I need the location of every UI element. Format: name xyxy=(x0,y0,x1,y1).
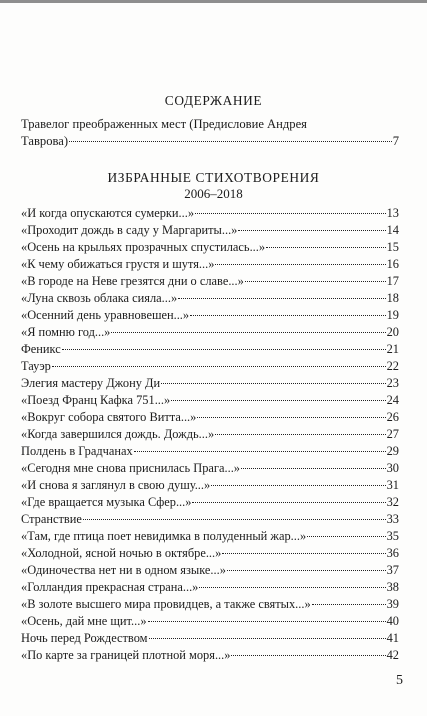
toc-entry-title: «И когда опускаются сумерки...» xyxy=(21,206,195,220)
toc-entry-page: 39 xyxy=(386,597,399,611)
toc-entry-title: «Холодной, ясной ночью в октябре...» xyxy=(21,546,222,560)
toc-entry-title: «По карте за границей плотной моря...» xyxy=(21,648,231,662)
toc-entry-page: 21 xyxy=(386,342,399,356)
toc-entry xyxy=(21,324,399,341)
toc-entry xyxy=(21,273,399,290)
toc-entry-title: «В золоте высшего мира провидцев, а также святых...» xyxy=(21,597,311,611)
dot-leader xyxy=(178,298,385,299)
toc-entry-page: 36 xyxy=(386,546,399,560)
toc-entry-page: 41 xyxy=(386,631,399,645)
toc-entry xyxy=(21,307,399,324)
dot-leader xyxy=(312,604,386,605)
dot-leader xyxy=(307,536,385,537)
toc-entry-title: «Когда завершился дождь. Дождь...» xyxy=(21,427,215,441)
toc-entry-page: 22 xyxy=(386,359,399,373)
top-edge-rule xyxy=(0,0,427,3)
toc-entry-title: «Осенний день уравновешен...» xyxy=(21,308,190,322)
toc-entry-title: «И снова я заглянул в свою душу...» xyxy=(21,478,211,492)
preface-entry xyxy=(21,116,399,149)
toc-entry-page: 37 xyxy=(386,563,399,577)
toc-entry xyxy=(21,511,399,528)
toc-entry xyxy=(21,579,399,596)
dot-leader xyxy=(211,485,385,486)
preface-line2 xyxy=(21,133,399,150)
dot-leader xyxy=(62,349,386,350)
toc-entry-page: 42 xyxy=(386,648,399,662)
toc-entry xyxy=(21,392,399,409)
section-title: ИЗБРАННЫЕ СТИХОТВОРЕНИЯ xyxy=(107,170,320,185)
toc-entry-title: «Луна сквозь облака сияла...» xyxy=(21,291,178,305)
toc-entry-page: 26 xyxy=(386,410,399,424)
dot-leader xyxy=(215,264,385,265)
dot-leader xyxy=(83,519,386,520)
toc-entry xyxy=(21,477,399,494)
dot-leader xyxy=(161,383,385,384)
toc-entry-title: Элегия мастеру Джону Ди xyxy=(21,376,161,390)
dot-leader xyxy=(148,621,386,622)
toc-entry-page: 33 xyxy=(386,512,399,526)
toc-entry xyxy=(21,222,399,239)
preface-title-line1: Травелог преображенных мест (Предисловие Андрея xyxy=(21,117,307,131)
toc-entry-title: «Я помню год...» xyxy=(21,325,111,339)
toc-entry xyxy=(21,256,399,273)
toc-entry-page: 29 xyxy=(386,444,399,458)
dot-leader xyxy=(192,502,385,503)
toc-entry-title: «Голландия прекрасная страна...» xyxy=(21,580,199,594)
toc-entry-title: Странствие xyxy=(21,512,82,526)
toc-entry-title: Полдень в Градчанах xyxy=(21,444,133,458)
toc-entry-page: 31 xyxy=(386,478,399,492)
toc-entry-page: 35 xyxy=(386,529,399,543)
toc-entry xyxy=(21,494,399,511)
toc-entry xyxy=(21,647,399,664)
toc-entry xyxy=(21,341,399,358)
toc-entry-page: 15 xyxy=(386,240,399,254)
toc-entry-title: «Одиночества нет ни в одном языке...» xyxy=(21,563,226,577)
toc-entry-title: «Вокруг собора святого Витта...» xyxy=(21,410,197,424)
toc-entry-page: 19 xyxy=(386,308,399,322)
toc-entry-page: 16 xyxy=(386,257,399,271)
toc-entry xyxy=(21,409,399,426)
toc-entry xyxy=(21,613,399,630)
section-years: 2006–2018 xyxy=(184,186,243,201)
toc-entry xyxy=(21,443,399,460)
dot-leader xyxy=(241,468,386,469)
toc-entry xyxy=(21,358,399,375)
toc-entry xyxy=(21,562,399,579)
toc-list xyxy=(21,205,399,664)
contents-heading: СОДЕРЖАНИЕ xyxy=(164,93,263,108)
toc-entry-title: «Сегодня мне снова приснилась Прага...» xyxy=(21,461,240,475)
toc-entry-page: 13 xyxy=(386,206,399,220)
dot-leader xyxy=(227,570,386,571)
preface-page: 7 xyxy=(392,133,399,148)
dot-leader xyxy=(238,230,385,231)
toc-entry-page: 27 xyxy=(386,427,399,441)
toc-entry-title: «Где вращается музыка Сфер...» xyxy=(21,495,192,509)
dot-leader xyxy=(245,281,386,282)
toc-entry-title: «Осень, дай мне щит...» xyxy=(21,614,147,628)
toc-entry-page: 14 xyxy=(386,223,399,237)
toc-entry-page: 18 xyxy=(386,291,399,305)
dot-leader xyxy=(149,638,386,639)
toc-entry-title: Тауэр xyxy=(21,359,51,373)
toc-entry xyxy=(21,426,399,443)
dot-leader xyxy=(134,451,386,452)
toc-entry-page: 38 xyxy=(386,580,399,594)
dot-leader xyxy=(195,213,386,214)
toc-entry-page: 20 xyxy=(386,325,399,339)
page-number: 5 xyxy=(396,673,403,688)
dot-leader xyxy=(231,655,385,656)
toc-entry-page: 30 xyxy=(386,461,399,475)
toc-entry-title: «К чему обижаться грустя и шутя...» xyxy=(21,257,215,271)
toc-entry-page: 32 xyxy=(386,495,399,509)
toc-entry-page: 24 xyxy=(386,393,399,407)
dot-leader xyxy=(171,400,385,401)
toc-entry-title: «В городе на Неве грезятся дни о славе...» xyxy=(21,274,244,288)
toc-entry xyxy=(21,545,399,562)
preface-title-line2: Таврова) xyxy=(21,133,69,148)
toc-entry xyxy=(21,460,399,477)
toc-entry xyxy=(21,630,399,647)
toc-entry xyxy=(21,375,399,392)
toc-entry-title: Феникс xyxy=(21,342,61,356)
dot-leader xyxy=(111,332,385,333)
toc-entry xyxy=(21,528,399,545)
toc-entry-page: 17 xyxy=(386,274,399,288)
toc-entry xyxy=(21,239,399,256)
dot-leader xyxy=(197,417,385,418)
dot-leader xyxy=(190,315,386,316)
dot-leader xyxy=(52,366,386,367)
toc-entry-title: «Поезд Франц Кафка 751...» xyxy=(21,393,171,407)
dot-leader xyxy=(266,247,386,248)
toc-entry-title: «Там, где птица поет невидимка в полуденный жар...» xyxy=(21,529,307,543)
dot-leader xyxy=(215,434,385,435)
toc-entry-title: «Осень на крыльях прозрачных спустилась...» xyxy=(21,240,266,254)
dot-leader xyxy=(222,553,385,554)
toc-entry-page: 23 xyxy=(386,376,399,390)
toc-entry xyxy=(21,596,399,613)
toc-entry-page: 40 xyxy=(386,614,399,628)
toc-entry-title: «Проходит дождь в саду у Маргариты...» xyxy=(21,223,238,237)
toc-entry xyxy=(21,290,399,307)
toc-entry-title: Ночь перед Рождеством xyxy=(21,631,148,645)
dot-leader xyxy=(69,141,392,142)
toc-entry xyxy=(21,205,399,222)
dot-leader xyxy=(199,587,385,588)
